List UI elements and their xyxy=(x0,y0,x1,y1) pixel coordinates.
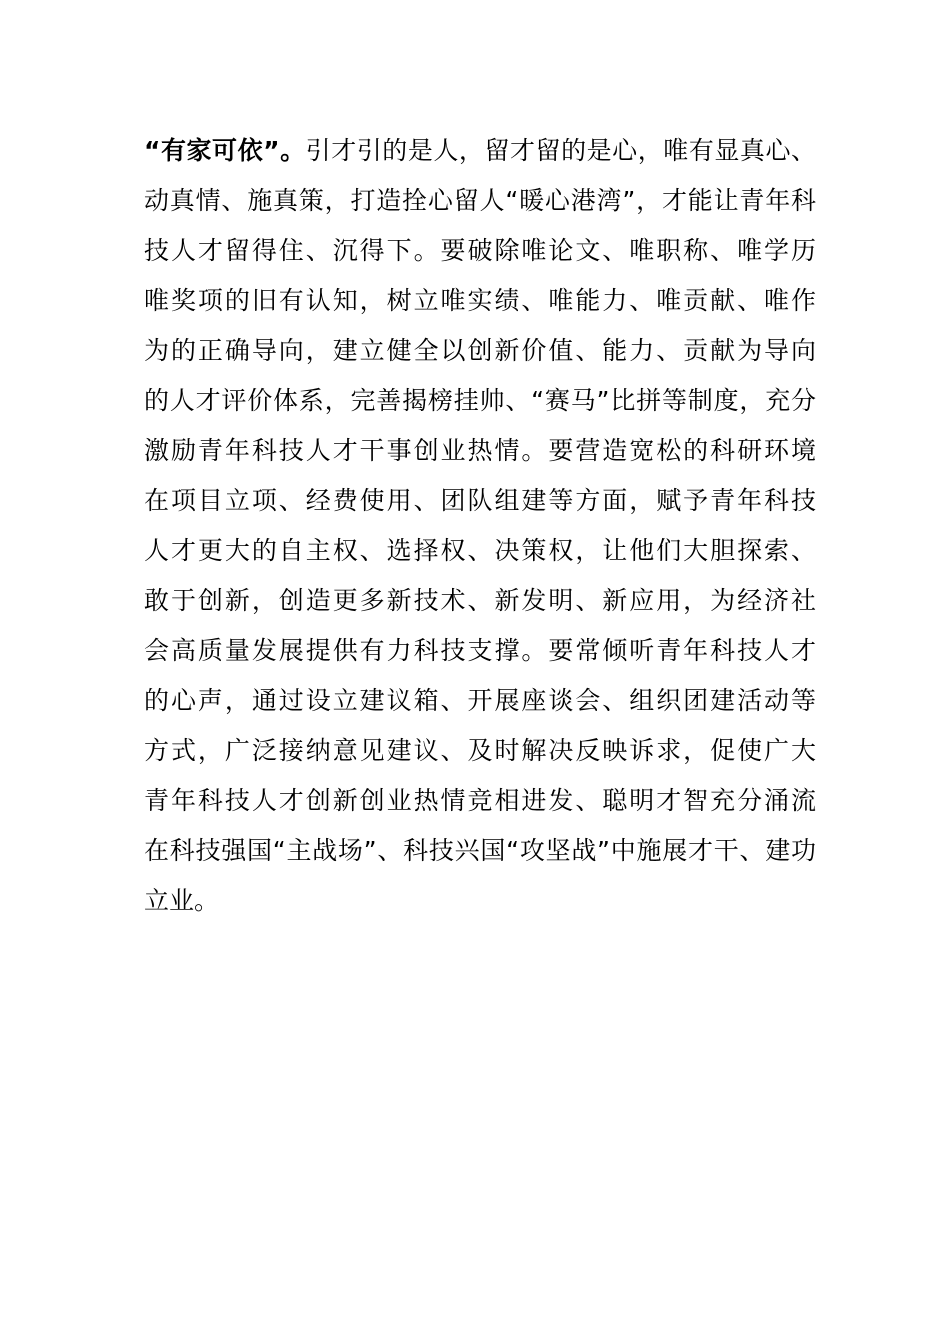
paragraph-line: 人才更大的自主权、选择权、决策权，让他们大胆探索、 xyxy=(144,536,816,565)
body-paragraph xyxy=(144,126,816,926)
paragraph-line: 唯奖项的旧有认知，树立唯实绩、唯能力、唯贡献、唯作 xyxy=(144,286,816,315)
paragraph-line: 激励青年科技人才干事创业热情。要营造宽松的科研环境 xyxy=(144,436,816,465)
paragraph-line: 方式，广泛接纳意见建议、及时解决反映诉求，促使广大 xyxy=(144,736,816,765)
paragraph-line xyxy=(144,126,816,176)
paragraph-line: 青年科技人才创新创业热情竞相进发、聪明才智充分涌流 xyxy=(144,786,816,815)
paragraph-line: 为的正确导向，建立健全以创新价值、能力、贡献为导向 xyxy=(144,336,816,365)
paragraph-line: 在科技强国“主战场”、科技兴国“攻坚战”中施展才干、建功 xyxy=(144,836,816,865)
paragraph-last-line: 立业。 xyxy=(144,886,220,915)
paragraph-line: 会高质量发展提供有力科技支撑。要常倾听青年科技人才 xyxy=(144,636,816,665)
paragraph-line: 敢于创新，创造更多新技术、新发明、新应用，为经济社 xyxy=(144,586,816,615)
paragraph-line: 在项目立项、经费使用、团队组建等方面，赋予青年科技 xyxy=(144,486,816,515)
paragraph-line: 的人才评价体系，完善揭榜挂帅、“赛马”比拼等制度，充分 xyxy=(144,386,816,415)
line-text: 引才引的是人，留才留的是心，唯有显真心、 xyxy=(305,136,816,165)
paragraph-line: 技人才留得住、沉得下。要破除唯论文、唯职称、唯学历 xyxy=(144,236,816,265)
paragraph-line: 动真情、施真策，打造拴心留人“暖心港湾”，才能让青年科 xyxy=(144,186,816,215)
lead-phrase: “有家可依”。 xyxy=(144,136,306,165)
paragraph-line: 的心声，通过设立建议箱、开展座谈会、组织团建活动等 xyxy=(144,686,816,715)
